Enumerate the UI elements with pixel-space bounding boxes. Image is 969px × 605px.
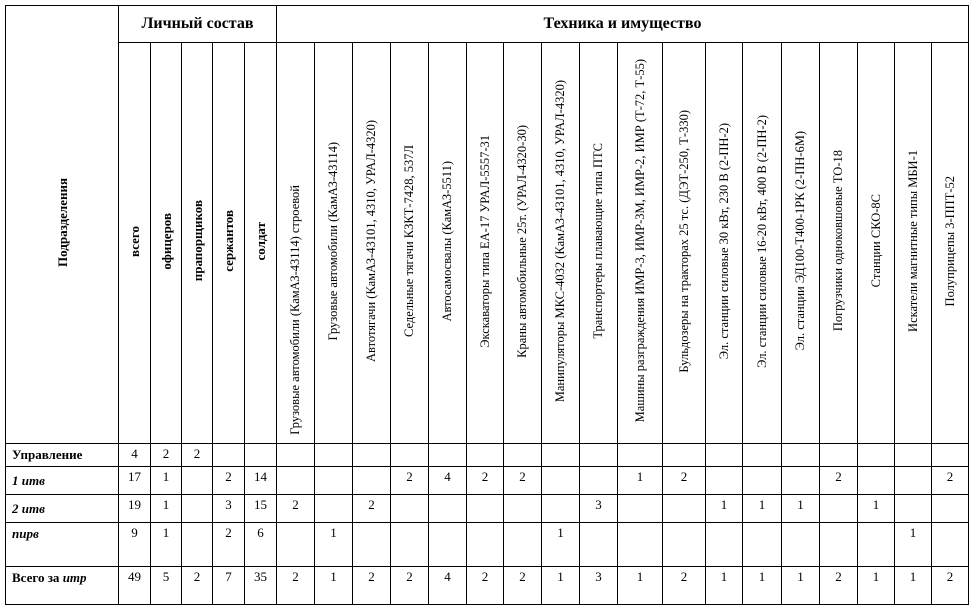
table-cell [353,467,391,495]
table-cell [663,495,706,523]
row-label: 2 итв [6,495,119,523]
col-header: Манипуляторы МКС-4032 (КамАЗ-43101, 4310, УРАЛ-4320) [553,79,567,403]
table-cell [706,523,743,567]
table-row [6,467,969,495]
personnel-group-header: Личный состав [119,6,277,43]
unit-header: Подразделения [54,178,70,267]
col-header: Транспортеры плавающие типа ПТС [591,143,605,339]
table-cell [429,444,467,467]
table-cell [932,495,969,523]
table-cell: 1 [618,567,663,605]
table-cell: 1 [743,495,782,523]
table-cell [858,444,895,467]
table-cell: 1 [151,523,182,567]
total-label-suffix: итр [62,570,87,585]
table-cell: 2 [277,495,315,523]
table-cell: 35 [245,567,277,605]
row-label: Управление [6,444,119,467]
table-cell [277,467,315,495]
table-cell [743,523,782,567]
table-cell [315,467,353,495]
table-cell [663,444,706,467]
table-cell [895,495,932,523]
col-header: солдат [253,221,268,261]
table-cell [782,523,820,567]
col-header: Экскаваторы типа ЕА-17 УРАЛ-5557-31 [477,134,492,348]
col-header: Краны автомобильные 25т. (УРАЛ-4320-30) [515,124,529,358]
table-cell [277,523,315,567]
table-cell: 3 [580,567,618,605]
table-cell: 1 [706,495,743,523]
table-cell: 14 [245,467,277,495]
table-cell [706,467,743,495]
col-header: всего [127,225,142,257]
table-cell [315,444,353,467]
col-header: Бульдозеры на тракторах 25 тс. (ДЭТ-250, Т-330) [676,109,691,373]
table-cell: 1 [542,523,580,567]
unit-header-cell [6,6,119,444]
col-header: Автотягачи (КамАЗ-43101, 4310, УРАЛ-4320) [364,119,378,363]
table-cell: 2 [213,467,245,495]
table-cell [858,523,895,567]
table-cell [820,523,858,567]
table-cell [782,467,820,495]
table-cell: 1 [542,567,580,605]
table-cell [932,523,969,567]
table-cell [618,444,663,467]
table-cell: 1 [782,495,820,523]
col-header: Грузовые автомобили (КамАЗ-43114) строевой [288,185,302,435]
table-cell [391,523,429,567]
table-cell: 1 [858,495,895,523]
table-cell [580,523,618,567]
table-row [6,567,969,605]
table-cell [429,495,467,523]
table-cell: 1 [895,567,932,605]
table-cell [542,467,580,495]
table-cell: 2 [663,567,706,605]
table-cell: 4 [429,567,467,605]
table-cell: 4 [119,444,151,467]
table-cell: 2 [663,467,706,495]
table-cell [429,523,467,567]
table-cell [504,523,542,567]
table-cell [618,495,663,523]
equipment-group-header: Техника и имущество [277,6,969,43]
table-cell: 15 [245,495,277,523]
table-cell: 2 [932,567,969,605]
table-cell [618,523,663,567]
row-label: пирв [6,523,119,567]
column-header-row [6,43,969,444]
table-cell [315,495,353,523]
staffing-table [5,5,969,605]
table-cell: 2 [151,444,182,467]
col-header: Машины разграждения ИМР-3, ИМР-3М, ИМР-2, ИМР (Т-72, Т-55) [632,59,647,423]
col-header: Седельные тягачи КЗКТ-7428, 537Л [402,144,416,338]
table-cell: 2 [353,495,391,523]
table-cell: 6 [245,523,277,567]
table-cell [858,467,895,495]
table-cell [467,495,504,523]
table-cell [353,523,391,567]
table-cell [467,523,504,567]
table-cell: 2 [391,567,429,605]
table-cell [743,467,782,495]
table-cell [213,444,245,467]
table-cell: 2 [353,567,391,605]
table-cell [391,495,429,523]
table-cell [580,467,618,495]
col-header: Автосамосвалы (КамАЗ-5511) [440,160,454,322]
table-row [6,444,969,467]
table-cell: 2 [277,567,315,605]
table-cell [182,467,213,495]
col-header: Эл. станции силовые 30 кВт, 230 В (2-ПН-2) [716,122,731,360]
table-cell: 19 [119,495,151,523]
table-cell: 1 [895,523,932,567]
total-label-prefix: Всего за [12,570,63,585]
table-cell [504,444,542,467]
col-header: Грузовые автомобили (КамАЗ-43114) [326,141,340,341]
table-cell: 5 [151,567,182,605]
table-cell: 1 [858,567,895,605]
table-cell [782,444,820,467]
group-header-row [6,6,969,43]
table-row [6,495,969,523]
table-cell: 2 [182,444,213,467]
table-cell: 1 [743,567,782,605]
col-header: прапорщиков [189,200,205,282]
table-cell: 2 [467,467,504,495]
table-cell: 1 [782,567,820,605]
table-cell [504,495,542,523]
table-cell [663,523,706,567]
col-header: Станции СКО-8С [868,194,883,288]
table-cell [542,495,580,523]
table-cell [580,444,618,467]
table-cell: 2 [391,467,429,495]
table-cell: 7 [213,567,245,605]
col-header: Эл. станции силовые 16-20 кВт, 400 В (2-ПН-2) [754,114,769,368]
table-cell: 1 [706,567,743,605]
table-cell [467,444,504,467]
table-cell [706,444,743,467]
table-cell [245,444,277,467]
col-header: Искатели магнитные типы МБИ-1 [905,150,920,332]
table-cell: 2 [504,567,542,605]
table-cell [182,495,213,523]
row-label [6,567,119,605]
table-cell [353,444,391,467]
table-cell [542,444,580,467]
col-header: Эл. станции ЭД100-Т400-1РК (2-ПН-6М) [793,131,807,351]
table-cell: 4 [429,467,467,495]
table-cell: 1 [315,567,353,605]
table-cell [895,467,932,495]
table-cell: 2 [213,523,245,567]
table-cell: 9 [119,523,151,567]
table-cell [820,444,858,467]
table-cell: 2 [467,567,504,605]
table-cell: 2 [820,467,858,495]
col-header: сержантов [221,210,236,272]
table-cell: 3 [213,495,245,523]
col-header: Полуприцепы 3-ППТ-52 [942,175,957,307]
table-cell: 49 [119,567,151,605]
col-header: офицеров [158,212,174,270]
table-row [6,523,969,567]
row-label: 1 итв [6,467,119,495]
table-cell: 1 [618,467,663,495]
table-cell: 2 [182,567,213,605]
table-cell [820,495,858,523]
table-cell [391,444,429,467]
table-cell [743,444,782,467]
table-cell: 2 [504,467,542,495]
table-cell: 17 [119,467,151,495]
table-cell: 2 [820,567,858,605]
table-cell: 1 [315,523,353,567]
table-cell: 2 [932,467,969,495]
table-cell: 1 [151,495,182,523]
table-cell [277,444,315,467]
table-cell [932,444,969,467]
table-cell [895,444,932,467]
table-cell: 1 [151,467,182,495]
col-header: Погрузчики одноковшовые ТО-18 [831,150,845,332]
table-cell: 3 [580,495,618,523]
table-cell [182,523,213,567]
